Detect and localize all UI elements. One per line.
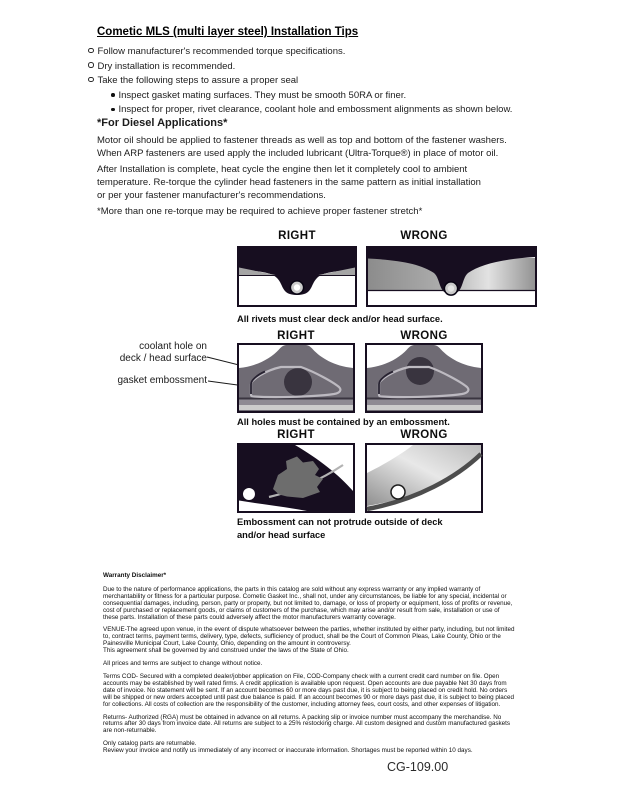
- callout-coolant-hole: [100, 341, 207, 365]
- tip-item: [88, 46, 512, 61]
- wrong-label-embossment: WRONG: [400, 429, 448, 441]
- holes-diagram-right-svg: [237, 343, 355, 413]
- caption-embossment: [237, 516, 443, 542]
- paragraph-line: or per your fastener manufacturer's recommendations.: [97, 190, 326, 201]
- diesel-note: *More than one re-torque may be required to achieve proper fastener stretch*: [97, 206, 423, 217]
- catalog-paragraph: Only catalog parts are returnable.: [103, 740, 197, 748]
- wrong-label-holes: WRONG: [400, 330, 448, 342]
- paragraph-line: temperature. Re-torque the cylinder head fasteners in the same pattern as initial installation: [97, 177, 481, 188]
- rivet-diagram-wrong-svg: [366, 246, 537, 307]
- caption-rivets: All rivets must clear deck and/or head surface.: [237, 314, 443, 324]
- open-bullet-icon: [88, 62, 94, 68]
- caption-line: and/or head surface: [237, 530, 326, 540]
- tip-item-text: Take the following steps to assure a proper seal: [97, 75, 299, 87]
- paragraph-line: Motor oil should be applied to fastener threads as well as top and bottom of the fastener washers.: [97, 135, 507, 146]
- terms-paragraph: Terms COD- Secured with a completed dealer/jobber application on File, COD-Company check with a current credit card number on file. Open accounts may be established by well rated firms. A credit application is available upon request. Open accounts are due payable Net 30 days from date of invoice. No statement will be sent. If an account becomes 60 or more days past due, it is subject to being placed on credit hold. No orders will be shipped or new orders accepted until past due balance is paid. If an account becomes 90 or more days past due, it is subject to being placed for collections. All costs of collection are the responsibility of the customer, including attorney fees, court costs, and other expenses of litigation.: [103, 672, 514, 708]
- coolant-hole: [406, 357, 434, 385]
- paragraph-line: When ARP fasteners are used apply the included lubricant (Ultra-Torque®) in place of motor oil.: [97, 148, 499, 159]
- right-label-rivets: RIGHT: [278, 230, 316, 242]
- embossment-diagram-wrong-svg: [365, 443, 483, 513]
- tip-item: [88, 75, 512, 90]
- tip-subitem-text: Inspect gasket mating surfaces. They must be smooth 50RA or finer.: [118, 89, 407, 101]
- diesel-heading: *For Diesel Applications*: [97, 117, 228, 129]
- callout-line: deck / head surface: [119, 353, 207, 364]
- right-label-embossment: RIGHT: [277, 429, 315, 441]
- tip-list: [88, 46, 512, 119]
- holes-diagram-wrong-svg: [365, 343, 483, 413]
- diesel-paragraph-2: [97, 163, 481, 202]
- page-title: Cometic MLS (multi layer steel) Installation Tips: [97, 26, 359, 38]
- open-bullet-icon: [88, 48, 94, 54]
- wrong-label-rivets: WRONG: [400, 230, 448, 242]
- tip-item-text: Dry installation is recommended.: [97, 60, 236, 72]
- bolt-hole: [243, 488, 255, 500]
- caption-holes: All holes must be contained by an embossment.: [237, 417, 450, 427]
- tip-item-text: Follow manufacturer's recommended torque specifications.: [97, 46, 346, 57]
- warranty-heading: Warranty Disclaimer*: [103, 572, 167, 579]
- warranty-disclaimer: [103, 573, 515, 761]
- page-code: CG-109.00: [387, 760, 449, 774]
- review-paragraph: Review your invoice and notify us immediately of any incorrect or inaccurate information. Shortages must be reported within 10 days.: [103, 747, 473, 755]
- tip-subitem-text: Inspect for proper, rivet clearance, coolant hole and embossment alignments as shown below.: [118, 104, 513, 116]
- caption-line: Embossment can not protrude outside of deck: [237, 517, 443, 527]
- callout-line: coolant hole on: [139, 341, 207, 352]
- callout-gasket-embossment: gasket embossment: [117, 375, 207, 386]
- venue-paragraph: VENUE-The agreed upon venue, in the event of dispute whatsoever between the parties, whether instituted by either party, including, but not limited to, contract terms, payment terms, delivery, type, defects, sufficiency of product, shall be the Court of Common Pleas, Lake County, Ohio or the Painesville Municipal Court, Lake County, Ohio, depending on the amount in controversy.: [103, 626, 515, 648]
- coolant-hole: [284, 368, 312, 396]
- returns-paragraph: Returns- Authorized (RGA) must be obtained in advance on all returns. A packing slip or invoice number must accompany the merchandise. No returns after 30 days from invoice date. All returns are subject to a 25% restocking charge. All custom designed and custom manufactured gaskets are non-returnable.: [103, 713, 511, 735]
- open-bullet-icon: [88, 77, 94, 83]
- bolt-hole: [391, 485, 405, 499]
- tip-item: [88, 61, 512, 76]
- filled-bullet-icon: [111, 93, 115, 97]
- prices-paragraph: All prices and terms are subject to change without notice.: [103, 660, 263, 668]
- diesel-paragraph-1: [97, 134, 507, 160]
- filled-bullet-icon: [111, 108, 115, 112]
- warranty-paragraph: Due to the nature of performance applications, the parts in this catalog are sold without any express warranty or any implied warranty of merchantability or fitness for a particular purpose. Cometic Gasket Inc., shall not, under any circumstances, be liable for any special, incidental or consequential damages, including, person, party or property, but not limited to, damage, or loss of property or equipment, loss of profits or revenue, cost of purchased or replacement goods, or claims of customers of the purchase, which may arise and/or result from sale, installation or use of these parts. Installation of these parts could adversely affect the motor manufacturers warranty coverage.: [103, 585, 513, 621]
- tip-subitem: [88, 90, 512, 105]
- rivet-diagram-right-svg: [237, 246, 357, 307]
- right-label-holes: RIGHT: [277, 330, 315, 342]
- governed-paragraph: This agreement shall be governed by and construed under the laws of the State of Ohio.: [103, 647, 349, 655]
- paragraph-line: After Installation is complete, heat cycle the engine then let it completely cool to ambient: [97, 164, 468, 175]
- embossment-diagram-right-svg: [237, 443, 355, 513]
